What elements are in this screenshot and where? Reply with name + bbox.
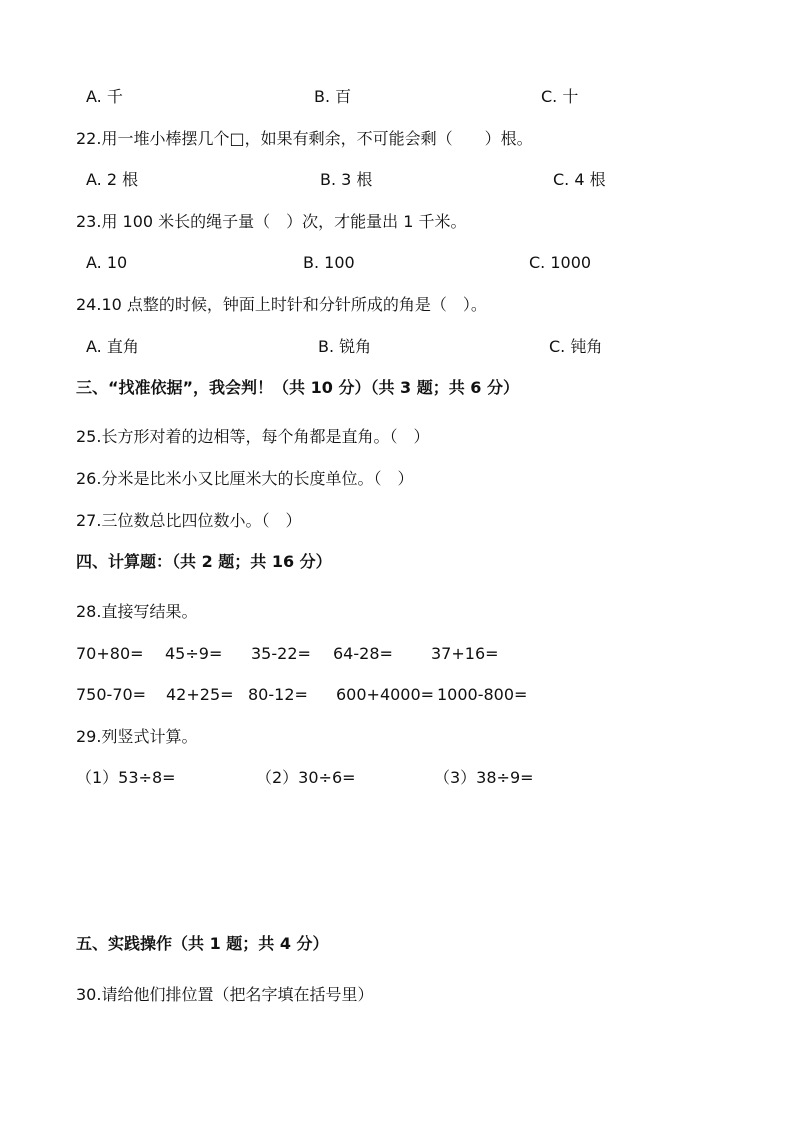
q29-item-2: （2）30÷6= (256, 768, 356, 787)
q23-option-a: A. 10 (86, 253, 128, 272)
q28-row2-item: 1000-800= (437, 685, 528, 704)
q21-option-c: C. 十 (541, 87, 579, 106)
question-26: 26.分米是比米小又比厘米大的长度单位。（ ） (76, 469, 414, 488)
q28-row2-item: 80-12= (248, 685, 308, 704)
question-23: 23.用 100 米长的绳子量（ ）次，才能量出 1 千米。 (76, 212, 467, 231)
q23-option-c: C. 1000 (529, 253, 592, 272)
q29-item-1: （1）53÷8= (76, 768, 176, 787)
question-24: 24.10 点整的时候，钟面上时针和分针所成的角是（ ）。 (76, 295, 487, 314)
q28-row1-item: 70+80= (76, 644, 144, 663)
q24-option-c: C. 钝角 (549, 337, 603, 356)
q24-option-b: B. 锐角 (318, 337, 372, 356)
q22-option-c: C. 4 根 (553, 170, 606, 189)
section-3-title: 三、“找准依据”，我会判！（共 10 分）（共 3 题；共 6 分） (76, 378, 519, 397)
q23-option-b: B. 100 (303, 253, 355, 272)
q28-row2-item: 42+25= (166, 685, 234, 704)
question-29: 29.列竖式计算。 (76, 727, 198, 746)
q22-option-b: B. 3 根 (320, 170, 373, 189)
section-4-title: 四、计算题：（共 2 题；共 16 分） (76, 552, 332, 571)
question-27: 27.三位数总比四位数小。（ ） (76, 511, 302, 530)
q28-row1-item: 45÷9= (165, 644, 223, 663)
question-28: 28.直接写结果。 (76, 602, 198, 621)
q28-row1-item: 35-22= (251, 644, 311, 663)
q28-row1-item: 64-28= (333, 644, 393, 663)
q28-row2-item: 600+4000= (336, 685, 435, 704)
q24-option-a: A. 直角 (86, 337, 139, 356)
question-25: 25.长方形对着的边相等，每个角都是直角。（ ） (76, 427, 430, 446)
q28-row1-item: 37+16= (431, 644, 499, 663)
q21-option-a: A. 千 (86, 87, 123, 106)
question-30: 30.请给他们排位置（把名字填在括号里） (76, 985, 374, 1004)
section-5-title: 五、实践操作（共 1 题；共 4 分） (76, 934, 329, 953)
q21-option-b: B. 百 (314, 87, 352, 106)
q22-option-a: A. 2 根 (86, 170, 139, 189)
q29-item-3: （3）38÷9= (434, 768, 534, 787)
q28-row2-item: 750-70= (76, 685, 147, 704)
question-22: 22.用一堆小棒摆几个□，如果有剩余，不可能会剩（ ）根。 (76, 129, 533, 148)
